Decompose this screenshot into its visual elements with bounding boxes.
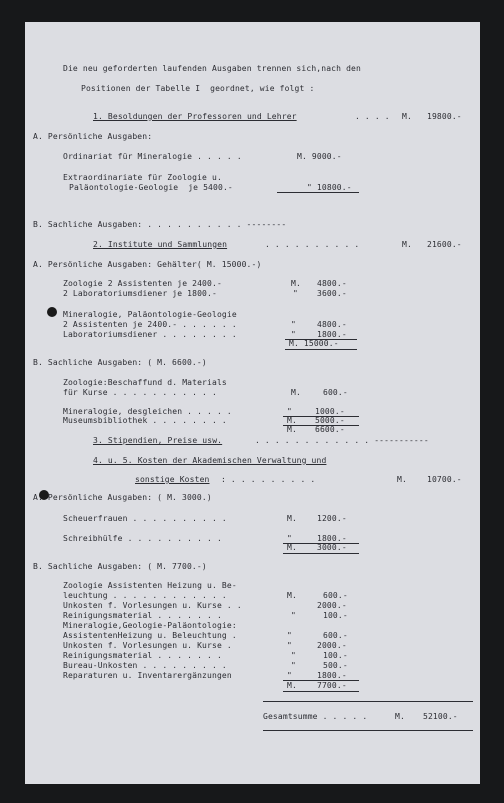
text-line: : . . . . . . . . .	[221, 475, 316, 484]
text-line: . . . . . . . . . . . . -----------	[255, 436, 429, 445]
text-line: "	[287, 407, 292, 416]
text-line: Bureau-Unkosten . . . . . . . . .	[63, 661, 227, 670]
text-line: "	[293, 289, 298, 298]
text-line: Mineralogie, desgleichen . . . . .	[63, 407, 232, 416]
amount: 1000.-	[315, 407, 345, 416]
text-line: "	[287, 534, 292, 543]
text-line: M.	[395, 712, 405, 721]
amount: 2000.-	[317, 641, 347, 650]
text-line: "	[287, 671, 292, 680]
amount: 600.-	[323, 591, 348, 600]
text-line: B. Sachliche Ausgaben: . . . . . . . . . . --------	[33, 220, 287, 229]
amount: 1800.-	[317, 534, 347, 543]
text-line: Mineralogie,Geologie-Paläontologie:	[63, 621, 237, 630]
text-line: M.	[402, 240, 412, 249]
text-line: "	[291, 611, 296, 620]
text-line: "	[291, 651, 296, 660]
text-line: . . . . . . . . . .	[265, 240, 360, 249]
text-line: B. Sachliche Ausgaben: ( M. 7700.-)	[33, 562, 207, 571]
subtotal: 7700.-	[317, 681, 347, 690]
amount: 21600.-	[427, 240, 462, 249]
text-line: Laboratoriumsdiener . . . . . . . .	[63, 330, 237, 339]
text-line: Scheuerfrauen . . . . . . . . . .	[63, 514, 227, 523]
text-line: Reinigungsmaterial . . . . . . .	[63, 651, 222, 660]
document-page	[25, 22, 480, 784]
sum-rule	[285, 349, 357, 350]
text-line: Reparaturen u. Inventarergänzungen	[63, 671, 232, 680]
text-line: M.	[287, 681, 297, 690]
text-line: M.	[287, 591, 297, 600]
text-line: 2 Laboratoriumsdiener je 1800.-	[63, 289, 217, 298]
text-line: . . . .	[355, 112, 390, 121]
text-line: Zoologie Assistenten Heizung u. Be-	[63, 581, 237, 590]
amount: 600.-	[323, 388, 348, 397]
text-line: leuchtung . . . . . . . . . . . .	[63, 591, 227, 600]
text-line: M.	[402, 112, 412, 121]
total-rule	[263, 730, 473, 731]
text-line: M.	[287, 514, 297, 523]
amount: 4800.-	[317, 279, 347, 288]
amount: M. 9000.-	[297, 152, 342, 161]
grand-total: 52100.-	[423, 712, 458, 721]
section-heading: 1. Besoldungen der Professoren und Lehrer	[93, 112, 297, 121]
amount: 2000.-	[317, 601, 347, 610]
amount: 19800.-	[427, 112, 462, 121]
text-line: Reinigungsmaterial . . . . . . .	[63, 611, 222, 620]
subtotal: M. 15000.-	[289, 339, 339, 348]
text-line: "	[291, 330, 296, 339]
text-line: M.	[397, 475, 407, 484]
amount: 4800.-	[317, 320, 347, 329]
text-line: Unkosten f. Vorlesungen u. Kurse .	[63, 641, 232, 650]
text-line: für Kurse . . . . . . . . . . .	[63, 388, 217, 397]
subtotal: 6600.-	[315, 425, 345, 434]
text-line: "	[291, 661, 296, 670]
text-line: A. Persönliche Ausgaben:	[33, 132, 153, 141]
text-line: M.	[287, 425, 297, 434]
text-line: A. Persönliche Ausgaben: ( M. 3000.)	[33, 493, 212, 502]
amount: " 10800.-	[307, 183, 352, 192]
text-line: 2 Assistenten je 2400.- . . . . . .	[63, 320, 237, 329]
amount: 500.-	[323, 661, 348, 670]
amount: 600.-	[323, 631, 348, 640]
amount: 1200.-	[317, 514, 347, 523]
text-line: Gesamtsumme . . . . .	[263, 712, 368, 721]
text-line: Positionen der Tabelle I geordnet, wie folgt :	[81, 84, 315, 93]
subtotal: 3000.-	[317, 543, 347, 552]
total-rule	[263, 701, 473, 702]
section-heading: sonstige Kosten	[135, 475, 210, 484]
amount: 100.-	[323, 611, 348, 620]
amount: 10700.-	[427, 475, 462, 484]
text-line: "	[291, 320, 296, 329]
amount: 100.-	[323, 651, 348, 660]
text-line: M.	[291, 388, 301, 397]
text-line: B. Sachliche Ausgaben: ( M. 6600.-)	[33, 358, 207, 367]
sum-rule	[277, 192, 359, 193]
text-line: Ordinariat für Mineralogie . . . . .	[63, 152, 242, 161]
amount: 1800.-	[317, 330, 347, 339]
text-line: A. Persönliche Ausgaben: Gehälter( M. 15000.-)	[33, 260, 262, 269]
text-line: Unkosten f. Vorlesungen u. Kurse . .	[63, 601, 242, 610]
text-line: "	[287, 631, 292, 640]
text-line: Zoologie 2 Assistenten je 2400.-	[63, 279, 222, 288]
text-line: M.	[287, 543, 297, 552]
section-heading: 2. Institute und Sammlungen	[93, 240, 228, 249]
text-line: AssistentenHeizung u. Beleuchtung .	[63, 631, 237, 640]
punch-hole	[47, 307, 57, 317]
section-heading: 3. Stipendien, Preise usw.	[93, 436, 223, 445]
text-line: Museumsbibliothek . . . . . . . .	[63, 416, 227, 425]
text-line: Die neu geforderten laufenden Ausgaben trennen sich,nach den	[63, 64, 361, 73]
amount: 1800.-	[317, 671, 347, 680]
text-line: Schreibhülfe . . . . . . . . . .	[63, 534, 222, 543]
section-heading: 4. u. 5. Kosten der Akademischen Verwaltung und	[93, 456, 327, 465]
amount: 3600.-	[317, 289, 347, 298]
text-line: M.	[291, 279, 301, 288]
text-line: "	[287, 641, 292, 650]
text-line: Paläontologie-Geologie je 5400.-	[69, 183, 233, 192]
amount: 5000.-	[315, 416, 345, 425]
sum-rule	[283, 553, 359, 554]
text-line: Extraordinariate für Zoologie u.	[63, 173, 222, 182]
text-line: Zoologie:Beschaffund d. Materials	[63, 378, 227, 387]
text-line: Mineralogie, Paläontologie-Geologie	[63, 310, 237, 319]
text-line: M.	[287, 416, 297, 425]
sum-rule	[283, 691, 359, 692]
